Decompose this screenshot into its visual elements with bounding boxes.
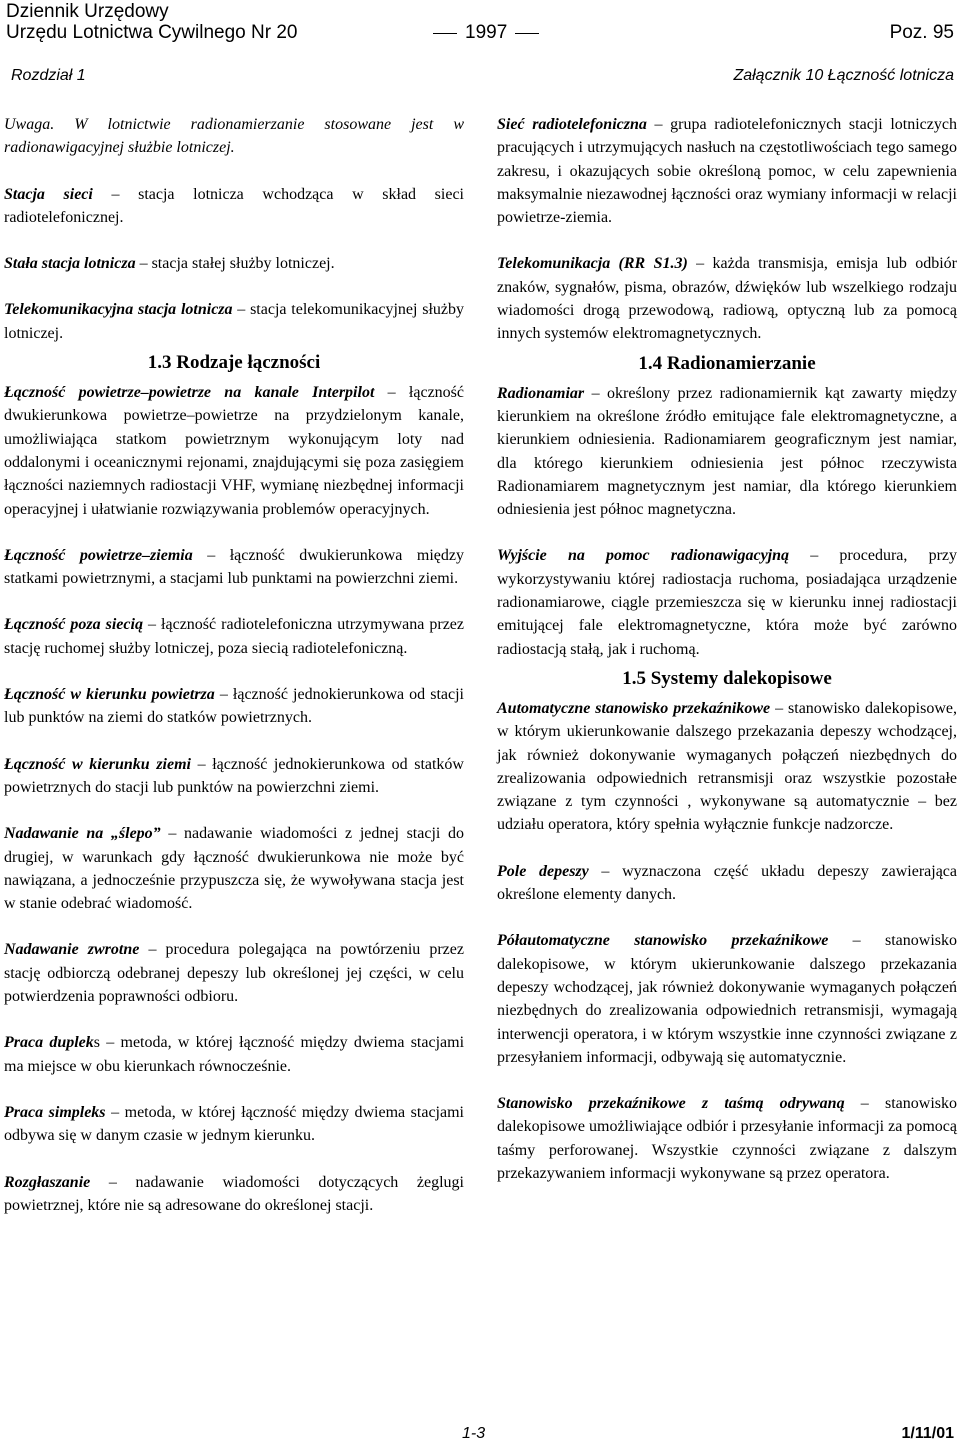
journal-title: Dziennik Urzędowy xyxy=(6,1,169,22)
journal-subtitle: Urzędu Lotnictwa Cywilnego Nr 20 xyxy=(6,22,298,43)
definition-nadawanie-slepo: Nadawanie na „ślepo” – nadawanie wiadomości z jednej stacji do drugiej, w warunkach gdy łączność dwukierunkowa nie może być nawiązana, a jednocześnie przypuszcza się, że wywoływana stacja jest w stanie odebrać wiadomość. xyxy=(4,825,465,913)
section-heading-1-3: 1.3 Rodzaje łączności xyxy=(147,352,321,374)
definition-praca-simpleks: Praca simpleks – metoda, w której łączność między dwiema stacjami odbywa się w danym czasie w jednym kierunku. xyxy=(4,1103,464,1145)
definition-wyjscie-na-pomoc: Wyjście na pomoc radionawigacyjną – procedura, przy wykorzystywaniu której radiostacja ruchoma, posiadająca urządzenie radionamiarowe, ciągle przemieszcza się w kierunku innej radiostacji emitującej fale elektromagnetyczne, która może być zarówno radiostacją stałą, jak i ruchomą. xyxy=(497,547,958,658)
left-column xyxy=(4,113,464,1217)
year-text: 1997 xyxy=(465,22,508,43)
definition-siec-radiotel: Sieć radiotelefoniczna – grupa radiotelefonicznych stacji lotniczych pracujących i utrzymujących nasłuch na częstotliwościach tego samego zakresu, i okazujących sobie określoną pomoc, w celu zapewnienia maksymalnie niezawodnej łączności oraz wymiany informacji w relacji powietrze-ziemia. xyxy=(497,116,957,227)
right-column xyxy=(497,113,957,1185)
definition-kierunek-ziemi: Łączność w kierunku ziemi – łączność jednokierunkowa od statków powietrznych do stacji lub punktów na powierzchni ziemi. xyxy=(4,755,464,796)
definition-stacja-sieci: Stacja sieci – stacja lotnicza wchodząca w skład sieci radiotelefonicznej. xyxy=(4,185,464,226)
definition-automatyczne-stanowisko: Automatyczne stanowisko przekaźnikowe – stanowisko dalekopisowe, w którym ukierunkowanie dalszego przekazania depeszy wchodzącej, jak również dokonywanie wymaganych połączeń niezbędnych do zrealizowania odpowiednich retransmisji oraz wszystkie pozostałe związane z tym czynności , wykonywane są automatycznie – bez udziału operatora, który spełnia wyłącznie funkcje nadzorcze. xyxy=(497,699,957,834)
definition-powietrze-ziemia: Łączność powietrze–ziemia – łączność dwukierunkowa między statkami powietrznymi, a stacjami lub punktami na powierzchni ziemi. xyxy=(4,546,464,588)
position-number: Poz. 95 xyxy=(889,22,954,43)
definition-praca-dupleks: Praca dupleks – metoda, w której łączność między dwiema stacjami ma miejsce w obu kierunkach równocześnie. xyxy=(4,1034,465,1075)
definition-rozglaszanie: Rozgłaszanie – nadawanie wiadomości dotyczących żeglugi powietrznej, które nie są adresowane do określonej stacji. xyxy=(4,1173,464,1214)
year-dash-right xyxy=(515,33,539,34)
revision-date: 1/11/01 xyxy=(901,1425,954,1442)
issue-year xyxy=(433,22,539,44)
section-heading-1-5: 1.5 Systemy dalekopisowe xyxy=(622,667,832,689)
page-number: 1-3 xyxy=(462,1425,486,1442)
definition-polautomatyczne-stanowisko: Półautomatyczne stanowisko przekaźnikowe – stanowisko dalekopisowe, w którym ukierunkowanie dalszego przekazania depeszy wchodzącej, jak również dokonywanie wymaganych połączeń niezbędnych do zrealizowania odpowiednich retransmisji, wymagają interwencji operatora, i w którym wszystkie inne czynności związane z przesyłaniem informacji, odbywają się automatycznie. xyxy=(497,932,957,1066)
definition-nadawanie-zwrotne: Nadawanie zwrotne – procedura polegająca na powtórzeniu przez stację odbiorczą odebranej depeszy lub określonej jej części, w celu potwierdzenia poprawności odbioru. xyxy=(4,941,464,1006)
chapter-label: Rozdział 1 xyxy=(11,67,86,84)
definition-radionamiar: Radionamiar – określony przez radionamiernik kąt zawarty między kierunkiem na określone źródło emitujące fale elektromagnetyczne, a kierunkiem odniesienia. Radionamiarem geograficznym jest namiar, dla którego kierunkiem odniesienia jest północ rzeczywista Radionamiarem magnetycznym jest namiar, dla którego kierunkiem odniesienia jest północ magnetyczna. xyxy=(497,384,957,519)
definition-interpilot: Łączność powietrze–powietrze na kanale Interpilot – łączność dwukierunkowa powietrze–powietrze na przydzielonym kanale, umożliwiająca statkom powietrznym wykonującym loty nad oddalonymi i oceanicznymi rejonami, znajdującymi się poza zasięgiem łączności naziemnych radiostacji VHF, wymianę niezbędnej informacji operacyjnej i ułatwianie rozwiązywania problemów operacyjnych. xyxy=(4,384,465,518)
definition-poza-siecia: Łączność poza siecią – łączność radiotelefoniczna utrzymywana przez stację ruchomej służby lotniczej, poza siecią radiotelefoniczną. xyxy=(4,616,465,657)
definition-stanowisko-tasma: Stanowisko przekaźnikowe z taśmą odrywaną – stanowisko dalekopisowe umożliwiające odbiór i przesyłanie informacji za pomocą taśmy perforowanej. Wszystkie czynności związane z dalszym przekazywaniem informacji wykonywane są przez operatora. xyxy=(497,1095,957,1182)
definition-kierunek-powietrza: Łączność w kierunku powietrza – łączność jednokierunkowa od stacji lub punktów na ziemi do statków powietrznych. xyxy=(4,686,465,727)
annex-label: Załącznik 10 Łączność lotnicza xyxy=(733,67,954,84)
definition-pole-depeszy: Pole depeszy – wyznaczona część układu depeszy zawierająca określone elementy danych. xyxy=(497,862,957,904)
definition-telekomunikacja: Telekomunikacja (RR S1.3) – każda transmisja, emisja lub odbiór znaków, sygnałów, pisma, obrazów, dźwięków lub wszelkiego rodzaju wiadomości drogą przewodową, radiową, optyczną lub za pomocą innych systemów elektromagnetycznych. xyxy=(497,255,957,343)
definition-stala-stacja: Stała stacja lotnicza – stacja stałej służby lotniczej. xyxy=(4,255,335,273)
section-heading-1-4: 1.4 Radionamierzanie xyxy=(638,352,816,374)
note-paragraph: Uwaga. W lotnictwie radionamierzanie stosowane jest w radionawigacyjnej służbie lotniczej. xyxy=(4,116,464,157)
definition-telekom-stacja: Telekomunikacyjna stacja lotnicza – stacja telekomunikacyjnej służby lotniczej. xyxy=(4,301,465,342)
year-dash-left xyxy=(433,33,457,34)
